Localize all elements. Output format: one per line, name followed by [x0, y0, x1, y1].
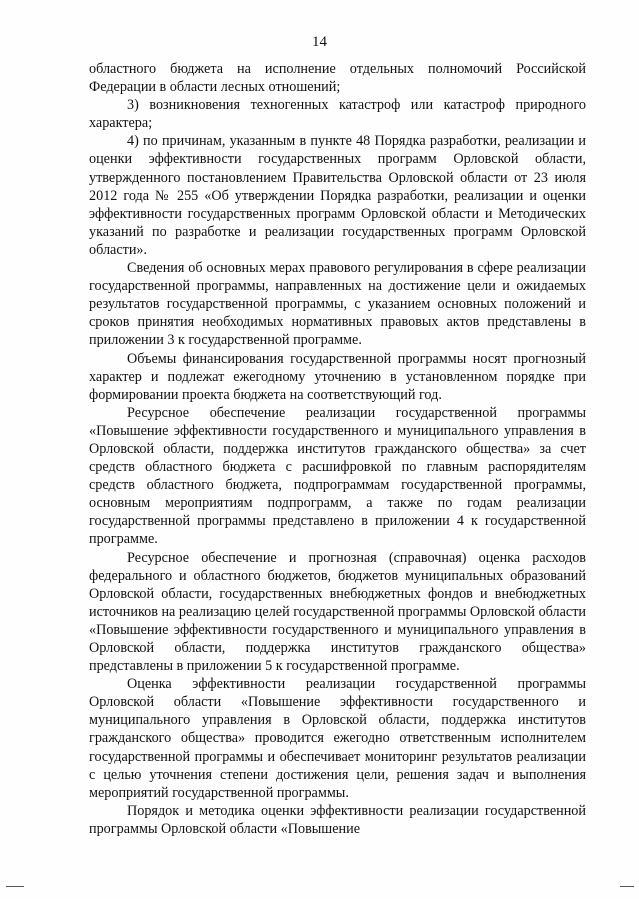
paragraph: областного бюджета на исполнение отдельных полномочий Российской Федерации в области лесных отношений;	[89, 61, 586, 96]
paragraph: Оценка эффективности реализации государственной программы Орловской области «Повышение эффективности государственного и муниципального управления в Орловской области, поддержка институтов гражданского общества» проводится ежегодно ответственным исполнителем государственной программы и обеспечивает мониторинг результатов реализации с целью уточнения степени достижения цели, решения задач и выполнения мероприятий государственной программы.	[89, 676, 586, 801]
scan-edge-mark-left	[6, 886, 24, 887]
page-number: 14	[312, 34, 327, 50]
scan-edge-mark-right	[620, 886, 634, 887]
paragraph: Сведения об основных мерах правового регулирования в сфере реализации государственной программы, направленных на достижение цели и ожидаемых результатов государственной программы, с указанием основных положений и сроков принятия необходимых нормативных правовых актов представлены в приложении 3 к государственной программе.	[89, 260, 586, 349]
paragraph: 3) возникновения техногенных катастроф или катастроф природного характера;	[89, 97, 586, 132]
paragraph: 4) по причинам, указанным в пункте 48 Порядка разработки, реализации и оценки эффективности государственных программ Орловской области, утвержденного постановлением Правительства Орловской области от 23 июля 2012 года № 255 «Об утверждении Порядка разработки, реализации и оценки эффективности государственных программ Орловской области и Методических указаний по разработке и реализации государственных программ Орловской области».	[89, 133, 586, 258]
paragraph: Объемы финансирования государственной программы носят прогнозный характер и подлежат ежегодному уточнению в установленном порядке при формировании проекта бюджета на соответствующий год.	[89, 350, 586, 403]
paragraph: Ресурсное обеспечение и прогнозная (справочная) оценка расходов федерального и областного бюджетов, бюджетов муниципальных образований Орловской области, государственных внебюджетных фондов и внебюджетных источников на реализацию целей государственной программы Орловской области «Повышение эффективности государственного и муниципального управления в Орловской области, поддержка институтов гражданского общества» представлены в приложении 5 к государственной программе.	[89, 549, 586, 675]
paragraph: Порядок и методика оценки эффективности реализации государственной программы Орловской области «Повышение	[89, 802, 586, 837]
document-body	[89, 60, 586, 838]
paragraph: Ресурсное обеспечение реализации государственной программы «Повышение эффективности государственного и муниципального управления в Орловской области, поддержка институтов гражданского общества» за счет средств областного бюджета с расшифровкой по главным распорядителям средств областного бюджета, подпрограммам государственной программы, основным мероприятиям подпрограмм, а также по годам реализации государственной программы представлено в приложении 4 к государственной программе.	[89, 404, 586, 548]
